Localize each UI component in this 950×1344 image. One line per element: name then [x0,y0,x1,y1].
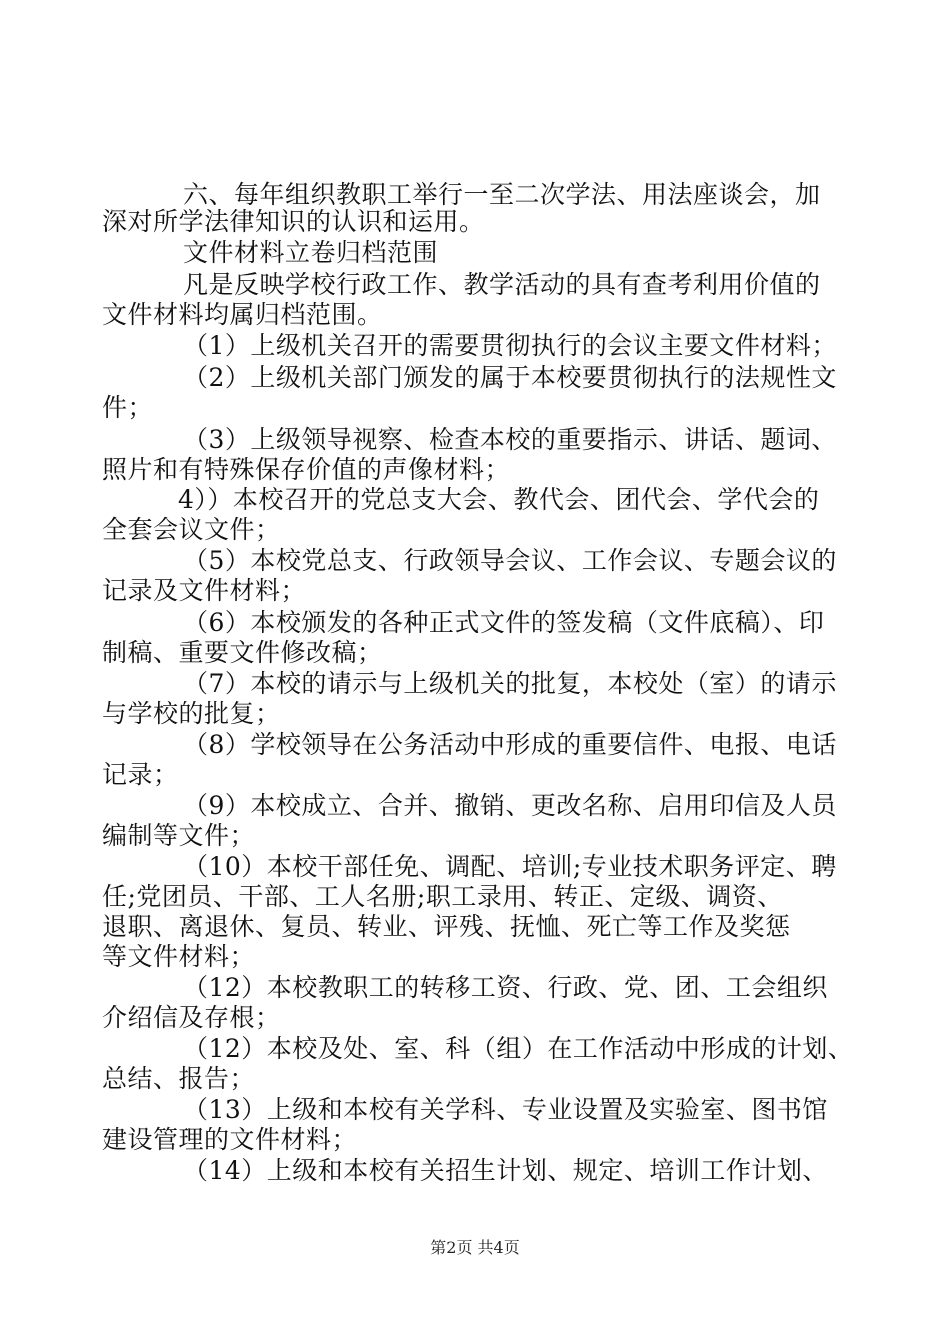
list-item-5: （5）本校党总支、行政领导会议、工作会议、专题会议的 [183,546,837,575]
text-line: 记录及文件材料； [102,576,307,605]
list-item-8: （8）学校领导在公务活动中形成的重要信件、电报、电话 [183,730,837,759]
text-line: 编制等文件； [102,821,256,850]
text-line: 件； [102,393,154,422]
list-item-10: （10）本校干部任免、调配、培训;专业技术职务评定、聘 [183,852,837,881]
text-line: 全套会议文件； [102,515,281,544]
text-line: 六、每年组织教职工举行一至二次学法、用法座谈会，加 [183,180,821,209]
list-item-4: 4））本校召开的党总支大会、教代会、团代会、学代会的 [178,485,820,514]
text-line: 与学校的批复； [102,699,281,728]
text-line: 凡是反映学校行政工作、教学活动的具有查考利用价值的 [183,270,821,299]
text-line: 记录； [102,760,179,789]
list-item-9: （9）本校成立、合并、撤销、更改名称、启用印信及人员 [183,791,837,820]
text-line: 制稿、重要文件修改稿； [102,638,383,667]
list-item-7: （7）本校的请示与上级机关的批复，本校处（室）的请示 [183,669,837,698]
list-item-12a: （12）本校教职工的转移工资、行政、党、团、工会组织 [183,973,828,1002]
list-item-6: （6）本校颁发的各种正式文件的签发稿（文件底稿）、印 [183,608,825,637]
text-line: 文件材料均属归档范围。 [102,300,383,329]
section-heading: 文件材料立卷归档范围 [183,238,439,267]
text-line: 退职、离退休、复员、转业、评残、抚恤、死亡等工作及奖惩 [102,912,791,941]
list-item-1: （1）上级机关召开的需要贯彻执行的会议主要文件材料； [183,331,837,360]
text-line: 建设管理的文件材料； [102,1125,358,1154]
list-item-2: （2）上级机关部门颁发的属于本校要贯彻执行的法规性文 [183,363,837,392]
text-line: 等文件材料； [102,942,256,971]
text-line: 总结、报告； [102,1064,256,1093]
text-line: 深对所学法律知识的认识和运用。 [102,207,485,236]
list-item-3: （3）上级领导视察、检查本校的重要指示、讲话、题词、 [183,425,837,454]
list-item-14: （14）上级和本校有关招生计划、规定、培训工作计划、 [183,1156,828,1185]
text-line: 介绍信及存根； [102,1003,281,1032]
text-line: 任;党团员、干部、工人名册;职工录用、转正、定级、调资、 [102,882,783,911]
page-footer: 第2页 共4页 [430,1238,520,1257]
text-line: 照片和有特殊保存价值的声像材料； [102,455,511,484]
list-item-12b: （12）本校及处、室、科（组）在工作活动中形成的计划、 [183,1034,854,1063]
list-item-13: （13）上级和本校有关学科、专业设置及实验室、图书馆 [183,1095,828,1124]
